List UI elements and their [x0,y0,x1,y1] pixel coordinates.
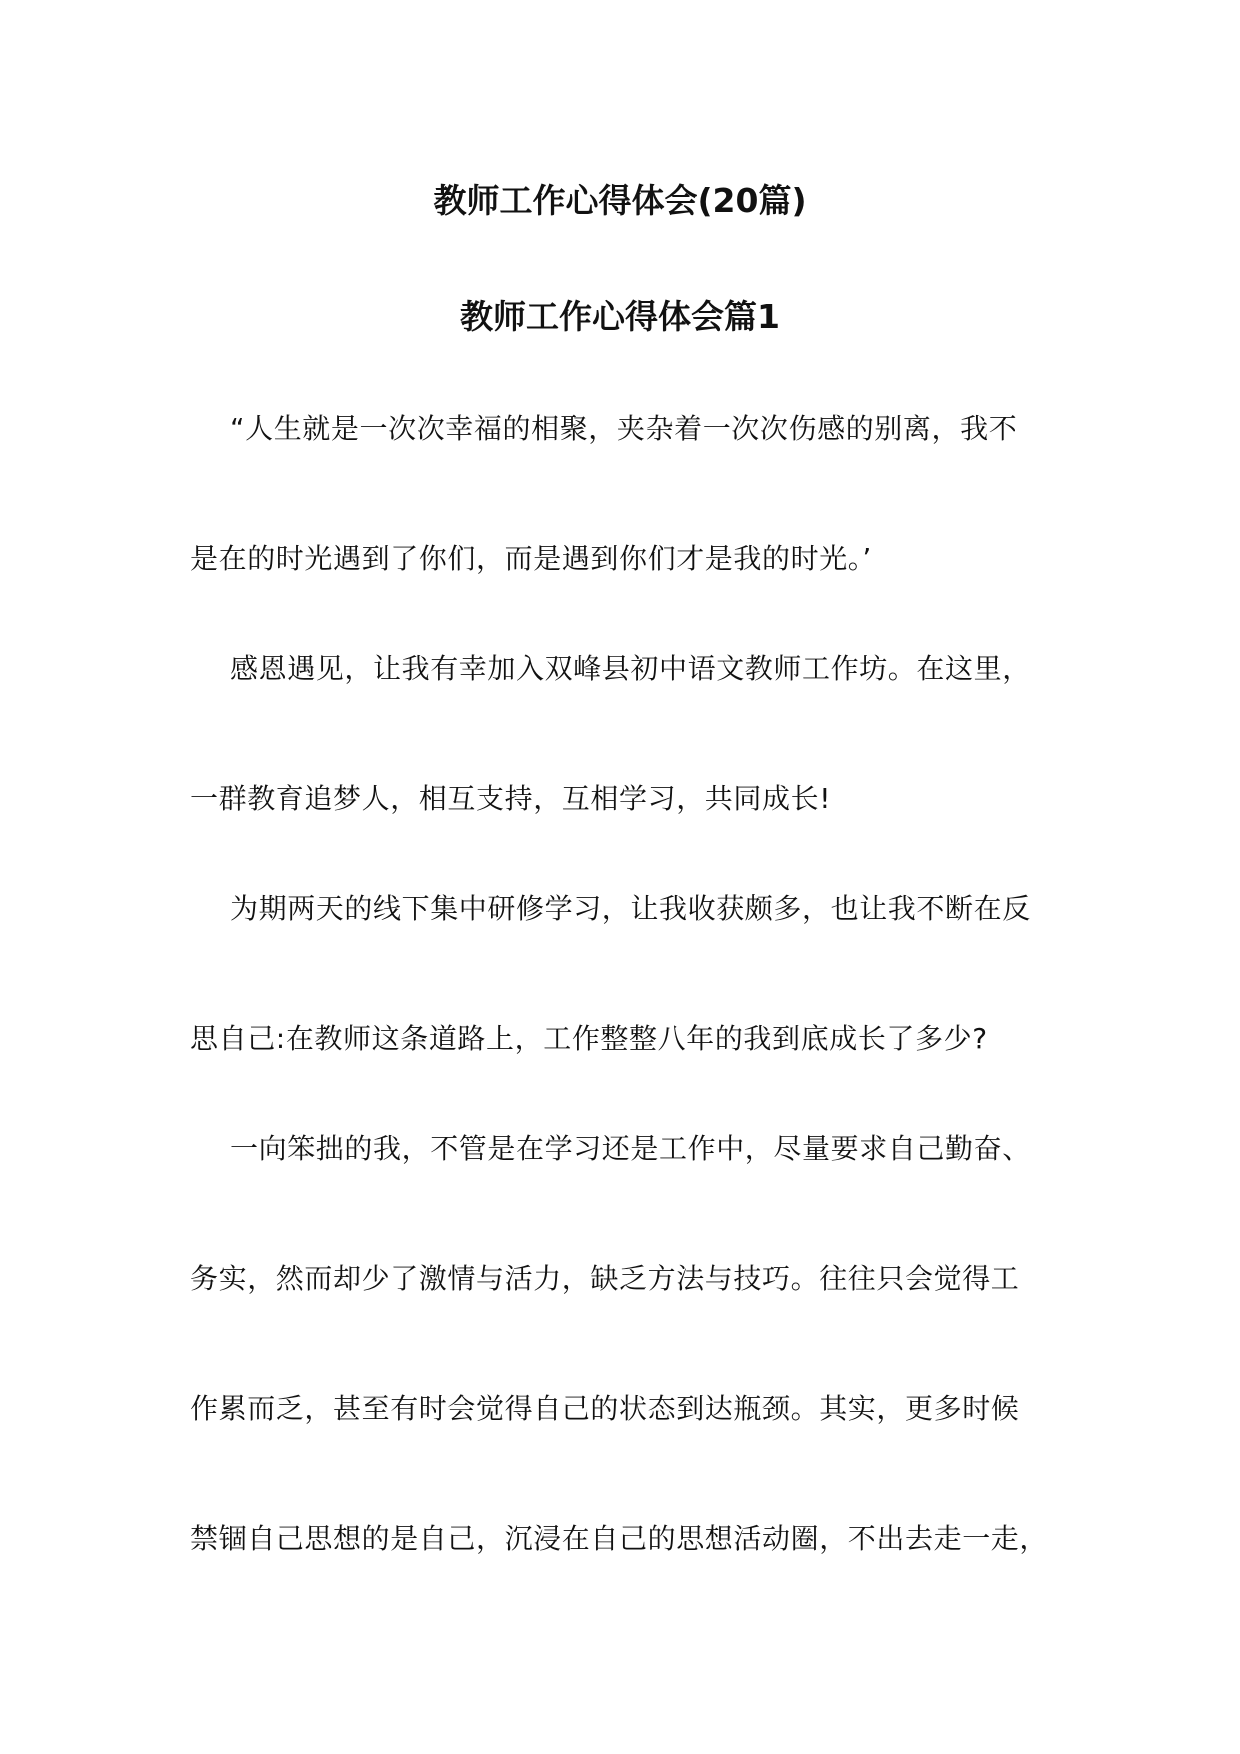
document-title: 教师工作心得体会(20篇) [433,181,807,220]
paragraph-line: 一向笨拙的我，不管是在学习还是工作中，尽量要求自己勤奋、 [230,1132,1031,1165]
paragraph-line: 作累而乏，甚至有时会觉得自己的状态到达瓶颈。其实，更多时候 [190,1392,1020,1425]
paragraph-line: “人生就是一次次幸福的相聚，夹杂着一次次伤感的别离，我不 [230,412,1018,445]
paragraph-line: 思自己:在教师这条道路上，工作整整八年的我到底成长了多少? [190,1022,988,1055]
paragraph-line: 禁锢自己思想的是自己，沉浸在自己的思想活动圈，不出去走一走， [190,1522,1049,1555]
paragraph-line: 是在的时光遇到了你们，而是遇到你们才是我的时光。’ [190,542,872,575]
paragraph-line: 一群教育追梦人，相互支持，互相学习，共同成长! [190,782,832,815]
paragraph-line: 务实，然而却少了激情与活力，缺乏方法与技巧。往往只会觉得工 [190,1262,1020,1295]
paragraph-line: 为期两天的线下集中研修学习，让我收获颇多，也让我不断在反 [230,892,1031,925]
section-title: 教师工作心得体会篇1 [460,297,780,336]
paragraph-line: 感恩遇见，让我有幸加入双峰县初中语文教师工作坊。在这里， [230,652,1031,685]
